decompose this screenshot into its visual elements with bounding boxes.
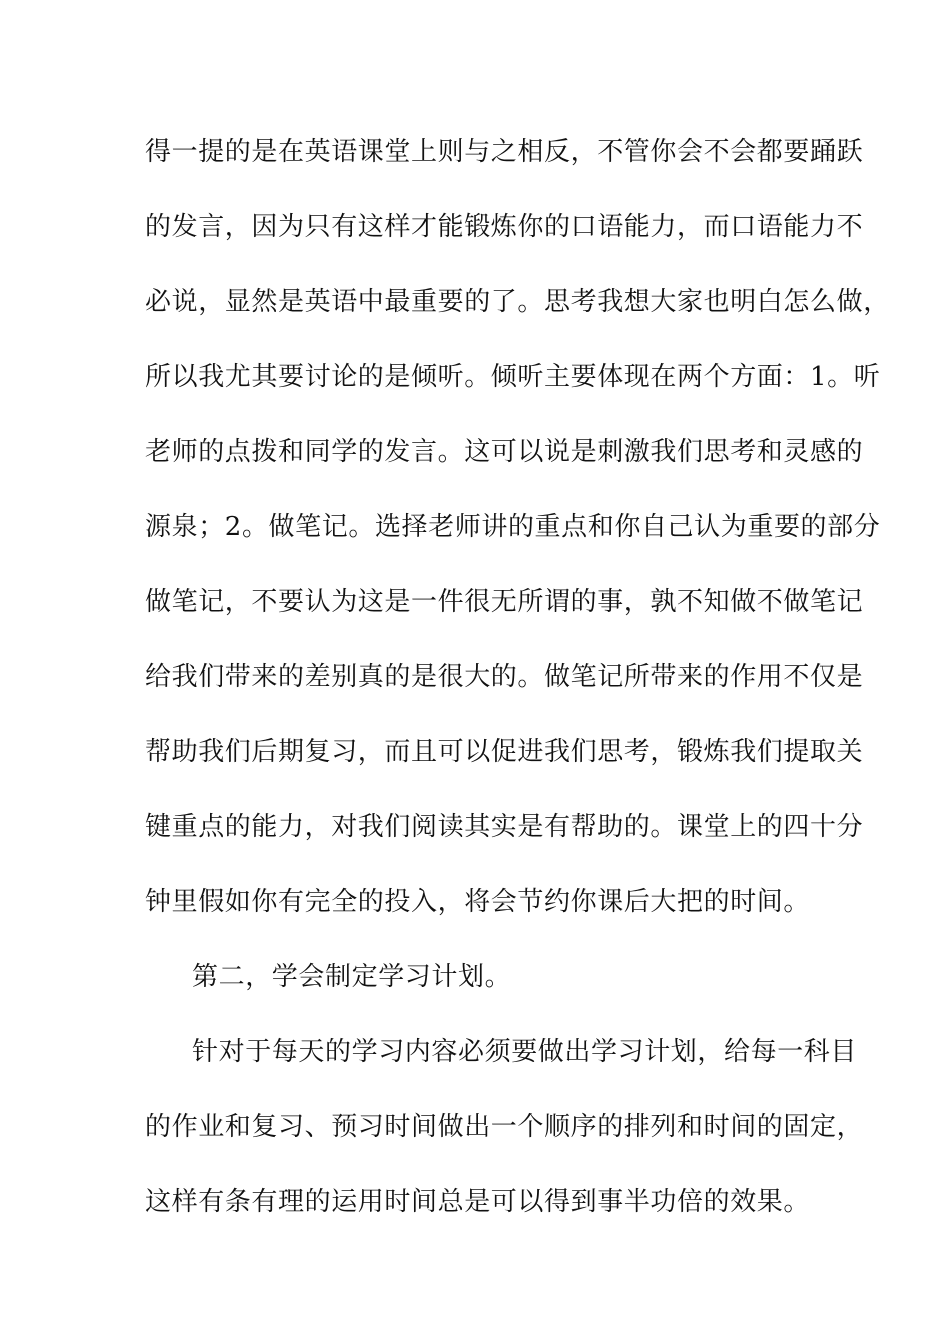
text-line: 键重点的能力，对我们阅读其实是有帮助的。课堂上的四十分 [145,812,864,842]
text-line: 给我们带来的差别真的是很大的。做笔记所带来的作用不仅是 [145,662,864,692]
text-line: 必说，显然是英语中最重要的了。思考我想大家也明白怎么做， [145,287,890,317]
text-line: 老师的点拨和同学的发言。这可以说是刺激我们思考和灵感的 [145,437,864,467]
text-line: 得一提的是在英语课堂上则与之相反，不管你会不会都要踊跃 [145,137,864,167]
text-line: 这样有条有理的运用时间总是可以得到事半功倍的效果。 [145,1187,811,1217]
text-line: 针对于每天的学习内容必须要做出学习计划，给每一科目 [192,1037,858,1067]
text-line: 的发言，因为只有这样才能锻炼你的口语能力，而口语能力不 [145,212,864,242]
text-line: 的作业和复习、预习时间做出一个顺序的排列和时间的固定， [145,1112,864,1142]
text-line: 源泉；2。做笔记。选择老师讲的重点和你自己认为重要的部分 [145,512,881,542]
text-line: 钟里假如你有完全的投入，将会节约你课后大把的时间。 [145,887,811,917]
text-line: 帮助我们后期复习，而且可以促进我们思考，锻炼我们提取关 [145,737,864,767]
heading-line: 第二，学会制定学习计划。 [192,962,512,992]
text-line: 做笔记，不要认为这是一件很无所谓的事，孰不知做不做笔记 [145,587,864,617]
text-line: 所以我尤其要讨论的是倾听。倾听主要体现在两个方面：1。听 [145,362,881,392]
